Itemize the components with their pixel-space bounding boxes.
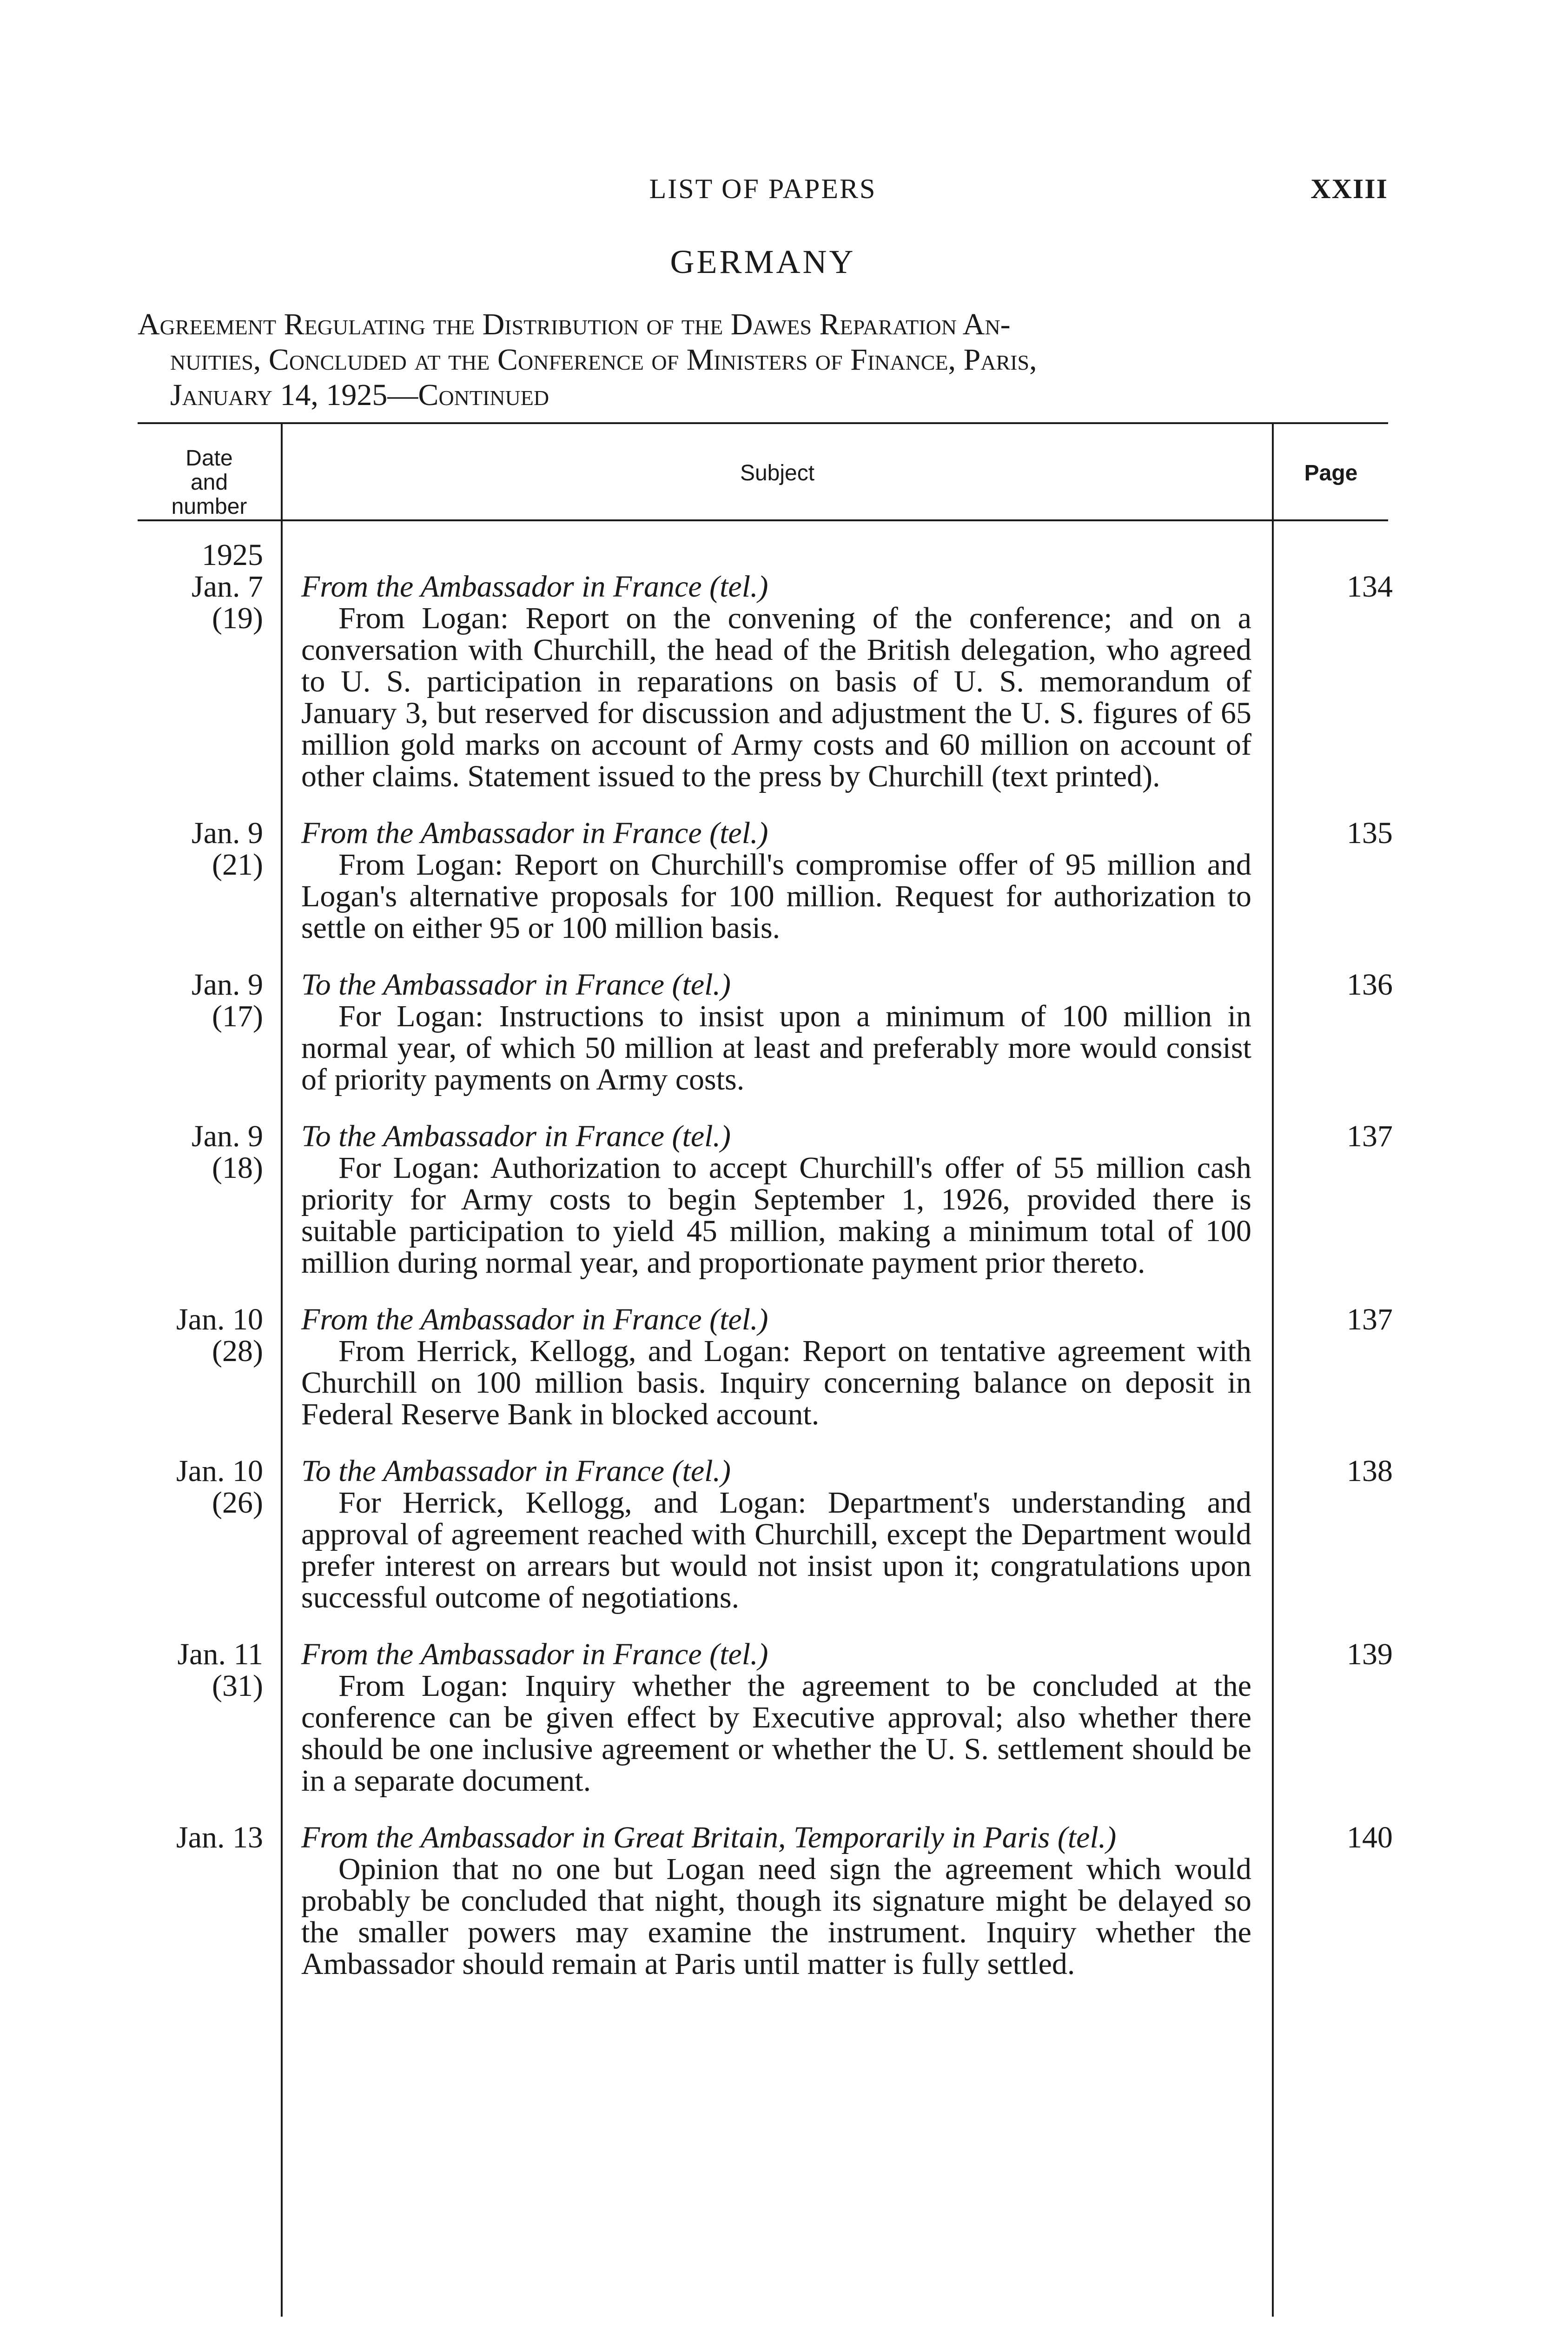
entry-summary: From Herrick, Kellogg, and Logan: Report on tentative agreement with Churchill on 100 million basis. Inquiry concerning balance on deposit in Federal Reserve Bank in blocked account.: [301, 1334, 1251, 1431]
entry-page: 135: [1347, 816, 1393, 850]
table-top-rule: [138, 422, 1388, 424]
entry-date: [138, 1304, 263, 1367]
entry-number: (31): [212, 1669, 263, 1703]
entry-subject: [301, 1121, 1251, 1279]
entry-subject: [301, 1639, 1251, 1797]
column-header-date-label: Date and number: [171, 446, 247, 519]
entry-subject: [301, 539, 1251, 792]
entry-title: From the Ambassador in France (tel.): [301, 1637, 768, 1671]
entry-number: (26): [212, 1486, 263, 1520]
entry-page: 140: [1347, 1820, 1393, 1854]
entry-title: To the Ambassador in France (tel.): [301, 1119, 731, 1153]
entry-date-text: Jan. 9: [192, 968, 263, 1002]
list-item: [138, 1820, 1393, 1981]
entry-number: (19): [212, 601, 263, 635]
list-item: [138, 816, 1393, 945]
list-item: [138, 1637, 1393, 1798]
entry-year: 1925: [202, 538, 263, 572]
running-title: LIST OF PAPERS: [649, 173, 877, 204]
entry-summary: From Logan: Report on Churchill's compromise offer of 95 million and Logan's alternative proposals for 100 million. Request for authorization to settle on either 95 or 100 million basis.: [301, 848, 1251, 945]
entry-date: [138, 817, 263, 881]
entry-summary: Opinion that no one but Logan need sign the agreement which would probably be concluded that night, though its signature might be delayed so the smaller powers may examine the instrument. Inquiry whether the Ambassador should remain at Paris until matter is fully settled.: [301, 1852, 1251, 1981]
entry-subject: [301, 817, 1251, 944]
entry-date-text: Jan. 10: [176, 1454, 263, 1488]
entry-page: 136: [1347, 968, 1393, 1002]
section-subtitle-line: nuities, Concluded at the Conference of Ministers of Finance, Paris,: [170, 343, 1037, 377]
entry-page: 137: [1347, 1119, 1393, 1153]
entry-subject: [301, 1822, 1251, 1980]
list-item: [138, 1454, 1393, 1614]
entry-title: From the Ambassador in Great Britain, Temporarily in Paris (tel.): [301, 1820, 1117, 1854]
entry-subject: [301, 1304, 1251, 1430]
entry-date-text: Jan. 7: [192, 570, 263, 604]
entry-page: 134: [1347, 570, 1393, 604]
entry-summary: For Herrick, Kellogg, and Logan: Department's understanding and approval of agreement reached with Churchill, except the Department would prefer interest on arrears but would not insist upon it; congratulations upon successful outcome of negotiations.: [301, 1486, 1251, 1614]
entry-date-text: Jan. 9: [192, 1119, 263, 1153]
list-item: [138, 968, 1393, 1096]
entry-subject: [301, 1455, 1251, 1614]
entry-subject: [301, 969, 1251, 1096]
list-item: [138, 538, 1393, 793]
column-header-subject: Subject: [740, 461, 815, 485]
entry-number: (21): [212, 848, 263, 882]
entry-date: [138, 1121, 263, 1184]
entry-number: (18): [212, 1151, 263, 1185]
entry-number: (28): [212, 1334, 263, 1368]
section-subtitle-line: Agreement Regulating the Distribution of the Dawes Reparation An-: [138, 307, 1011, 341]
column-header-page: Page: [1304, 461, 1358, 485]
entry-summary: From Logan: Report on the convening of the conference; and on a conversation with Churchill, the head of the British delegation, who agreed to U. S. participation in reparations on basis of U. S. memorandum of January 3, but reserved for discussion and adjustment the U. S. figures of 65 million gold marks on account of Army costs and 60 million on account of other claims. Statement issued to the press by Churchill (text printed).: [301, 601, 1251, 793]
entry-date: [138, 539, 263, 634]
entry-date-text: Jan. 9: [192, 816, 263, 850]
entry-date: [138, 1455, 263, 1519]
entry-date-text: Jan. 13: [176, 1820, 263, 1854]
entry-title: From the Ambassador in France (tel.): [301, 816, 768, 850]
entry-number: (17): [212, 999, 263, 1033]
section-subtitle: [138, 307, 1388, 413]
page-number: XXIII: [1310, 173, 1388, 204]
list-item: [138, 1119, 1393, 1280]
section-subtitle-line: January 14, 1925—Continued: [170, 378, 549, 412]
running-head: [138, 173, 1388, 210]
entry-date-text: Jan. 11: [177, 1637, 263, 1671]
entry-date-text: Jan. 10: [176, 1302, 263, 1336]
entry-summary: For Logan: Instructions to insist upon a minimum of 100 million in normal year, of which 50 million at least and preferably more would consist of priority payments on Army costs.: [301, 999, 1251, 1096]
entry-summary: From Logan: Inquiry whether the agreement to be concluded at the conference can be given effect by Executive approval; also whether there should be one inclusive agreement or whether the U. S. settlement should be in a separate document.: [301, 1669, 1251, 1798]
entry-page: 139: [1347, 1637, 1393, 1671]
column-header-date: [138, 446, 281, 519]
entry-page: 138: [1347, 1454, 1393, 1488]
entry-title: From the Ambassador in France (tel.): [301, 1302, 768, 1336]
table-header-rule: [138, 519, 1388, 521]
entry-summary: For Logan: Authorization to accept Churchill's offer of 55 million cash priority for Army costs to begin September 1, 1926, provided there is suitable participation to yield 45 million, making a minimum total of 100 million during normal year, and proportionate payment prior thereto.: [301, 1151, 1251, 1280]
entry-date: [138, 1822, 263, 1853]
entries-list: [138, 538, 1393, 2005]
entry-date: [138, 1639, 263, 1702]
entry-title: From the Ambassador in France (tel.): [301, 570, 768, 604]
entry-title: To the Ambassador in France (tel.): [301, 1454, 731, 1488]
section-title: GERMANY: [670, 243, 856, 280]
entry-title: To the Ambassador in France (tel.): [301, 968, 731, 1002]
list-item: [138, 1302, 1393, 1431]
entry-date: [138, 969, 263, 1032]
entry-page: 137: [1347, 1302, 1393, 1336]
